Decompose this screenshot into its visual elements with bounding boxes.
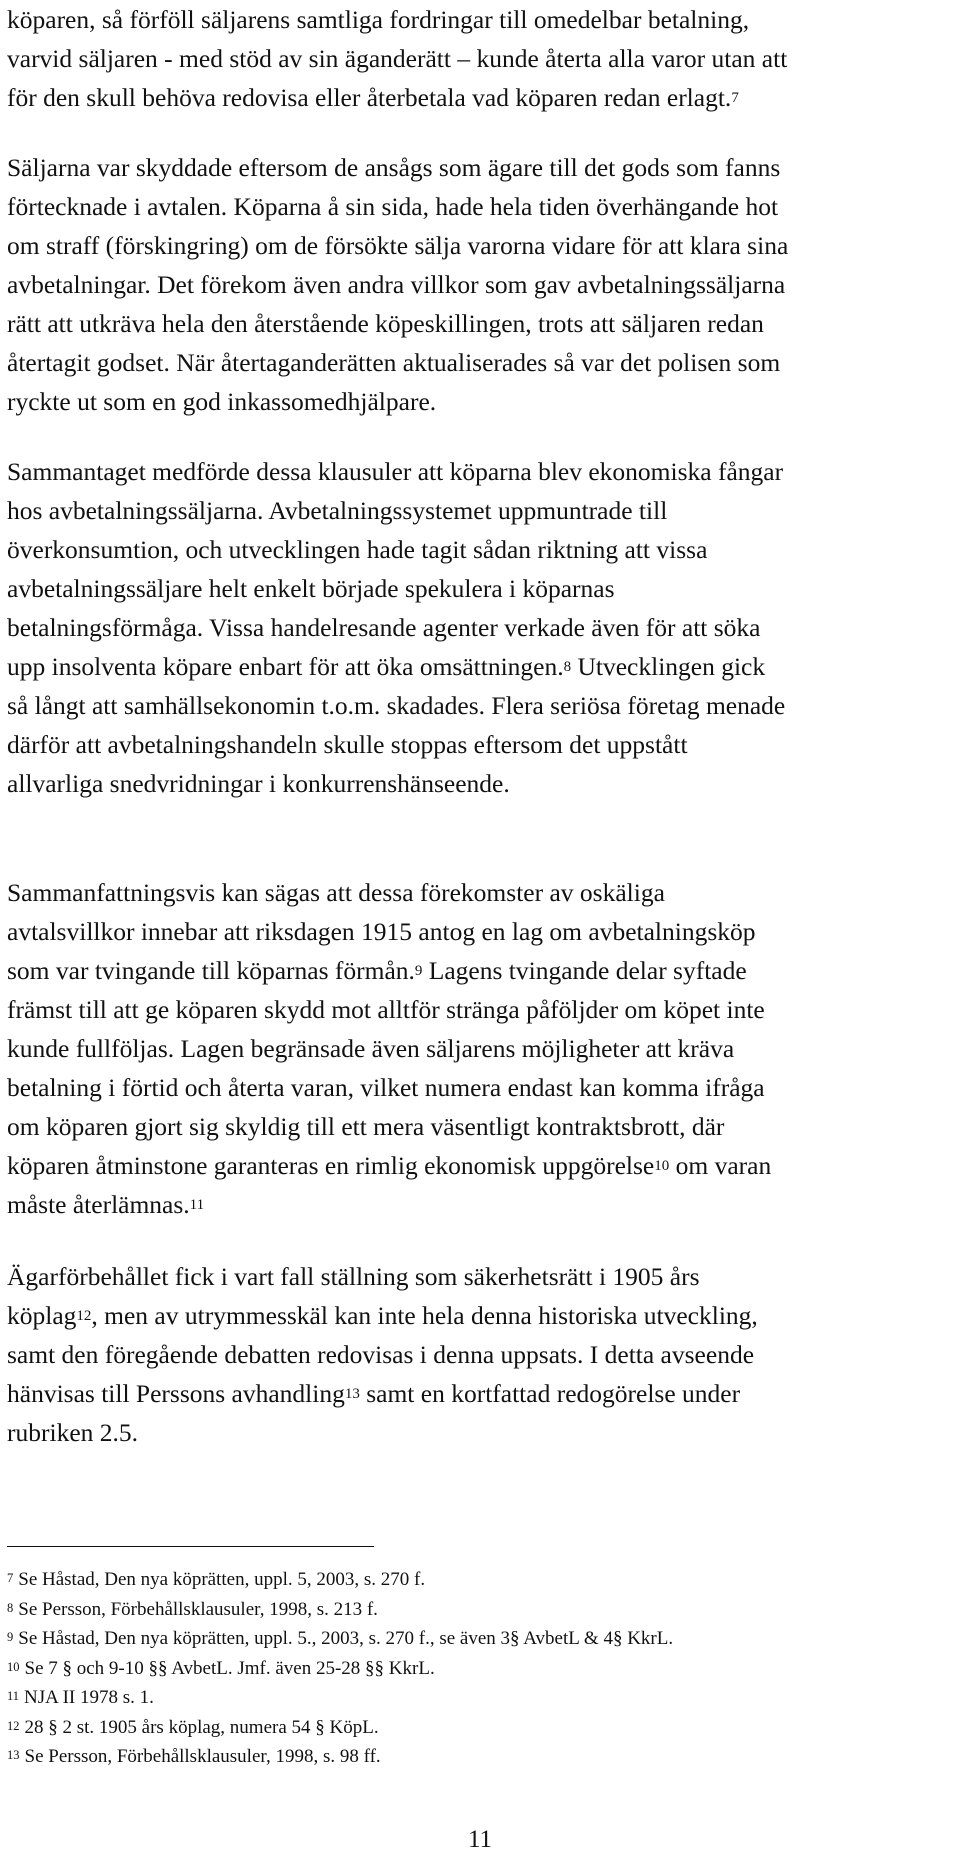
text-segment: Utvecklingen gick <box>571 652 766 681</box>
paragraph-3 <box>7 452 957 803</box>
text-line: därför att avbetalningshandeln skulle stoppas eftersom det uppstått <box>7 730 688 759</box>
text-line: köparen, så förföll säljarens samtliga fordringar till omedelbar betalning, <box>7 5 750 34</box>
paragraph-4 <box>7 873 957 1224</box>
text-line: betalningsförmåga. Vissa handelresande agenter verkade även för att söka <box>7 613 761 642</box>
text-line: överkonsumtion, och utvecklingen hade tagit sådan riktning att vissa <box>7 535 708 564</box>
footnote-separator <box>7 1546 374 1547</box>
text-line: varvid säljaren - med stöd av sin äganderätt – kunde återta alla varor utan att <box>7 44 788 73</box>
footnote-text: Se Persson, Förbehållsklausuler, 1998, s. 98 ff. <box>24 1746 381 1767</box>
text-line: Sammanfattningsvis kan sägas att dessa förekomster av oskäliga <box>7 878 665 907</box>
text-line: så långt att samhällsekonomin t.o.m. skadades. Flera seriösa företag menade <box>7 691 786 720</box>
footnote-text: Se Håstad, Den nya köprätten, uppl. 5, 2003, s. 270 f. <box>18 1569 426 1590</box>
text-line: om straff (förskingring) om de försökte sälja varorna vidare för att klara sina <box>7 231 789 260</box>
text-segment: om varan <box>669 1151 772 1180</box>
footnote-number: 8 <box>7 1600 14 1615</box>
footnote-ref-10[interactable]: 10 <box>654 1158 670 1174</box>
paragraph-1 <box>7 0 957 117</box>
text-line <box>7 1374 957 1413</box>
footnote-ref-8[interactable]: 8 <box>563 659 572 675</box>
text-line: kunde fullföljas. Lagen begränsade även säljarens möjligheter att kräva <box>7 1034 735 1063</box>
page-number: 11 <box>467 1826 493 1853</box>
footnote-ref-11[interactable]: 11 <box>189 1197 205 1213</box>
text-line: allvarliga snedvridningar i konkurrenshänseende. <box>7 769 510 798</box>
footnote-10 <box>7 1654 957 1684</box>
text-line: om köparen gjort sig skyldig till ett mera väsentligt kontraktsbrott, där <box>7 1112 725 1141</box>
footnote-ref-7[interactable]: 7 <box>731 90 739 106</box>
text-line: ryckte ut som en god inkassomedhjälpare. <box>7 387 437 416</box>
paragraph-5 <box>7 1257 957 1452</box>
text-line: rätt att utkräva hela den återstående köpeskillingen, trots att säljaren redan <box>7 309 764 338</box>
footnote-text: NJA II 1978 s. 1. <box>24 1687 154 1708</box>
text-line <box>7 78 957 117</box>
text-line: förtecknade i avtalen. Köparna å sin sida, hade hela tiden överhängande hot <box>7 192 779 221</box>
text-line: avtalsvillkor innebar att riksdagen 1915 antog en lag om avbetalningsköp <box>7 917 756 946</box>
text-line: Ägarförbehållet fick i vart fall ställning som säkerhetsrätt i 1905 års <box>7 1262 700 1291</box>
text-line: rubriken 2.5. <box>7 1418 139 1447</box>
text-segment: köparen åtminstone garanteras en rimlig ekonomisk uppgörelse <box>7 1151 655 1180</box>
text-segment: måste återlämnas. <box>7 1190 190 1219</box>
text-line: hos avbetalningssäljarna. Avbetalningssystemet uppmuntrade till <box>7 496 668 525</box>
text-line: samt den föregående debatten redovisas i denna uppsats. I detta avseende <box>7 1340 755 1369</box>
text-line: Säljarna var skyddade eftersom de ansågs som ägare till det gods som fanns <box>7 153 781 182</box>
text-line <box>7 1185 957 1224</box>
text-line: betalning i förtid och återta varan, vilket numera endast kan komma ifråga <box>7 1073 765 1102</box>
text-line: avbetalningar. Det förekom även andra villkor som gav avbetalningssäljarna <box>7 270 786 299</box>
footnote-number: 10 <box>7 1659 20 1674</box>
footnotes <box>7 1565 957 1772</box>
footnote-8 <box>7 1595 957 1625</box>
text-line: avbetalningssäljare helt enkelt började spekulera i köparnas <box>7 574 615 603</box>
text-line <box>7 951 957 990</box>
footnote-ref-13[interactable]: 13 <box>344 1386 360 1402</box>
footnote-text: Se Håstad, Den nya köprätten, uppl. 5., 2003, s. 270 f., se även 3§ AvbetL & 4§ KkrL. <box>18 1628 674 1649</box>
text-segment: köplag <box>7 1301 77 1330</box>
footnote-ref-9[interactable]: 9 <box>414 963 423 979</box>
footnote-number: 11 <box>7 1689 20 1703</box>
footnote-ref-12[interactable]: 12 <box>76 1308 92 1324</box>
text-line <box>7 1296 957 1335</box>
footnote-11 <box>7 1683 957 1713</box>
text-line: Sammantaget medförde dessa klausuler att köparna blev ekonomiska fångar <box>7 457 784 486</box>
text-segment: hänvisas till Perssons avhandling <box>7 1379 345 1408</box>
text-line: återtagit godset. När återtaganderätten aktualiserades så var det polisen som <box>7 348 781 377</box>
text-line: främst till att ge köparen skydd mot alltför stränga påföljder om köpet inte <box>7 995 765 1024</box>
text-segment: samt en kortfattad redogörelse under <box>359 1379 741 1408</box>
text-segment: , men av utrymmesskäl kan inte hela denna historiska utveckling, <box>91 1301 758 1330</box>
text-segment: som var tvingande till köparnas förmån. <box>7 956 415 985</box>
text-segment: upp insolventa köpare enbart för att öka omsättningen. <box>7 652 564 681</box>
footnote-number: 12 <box>7 1718 20 1733</box>
footnote-12 <box>7 1713 957 1743</box>
footnote-13 <box>7 1742 957 1772</box>
text-line <box>7 647 957 686</box>
text-segment: Lagens tvingande delar syftade <box>422 956 747 985</box>
text-segment: för den skull behöva redovisa eller återbetala vad köparen redan erlagt. <box>7 83 732 112</box>
footnote-7 <box>7 1565 957 1595</box>
footnote-text: Se 7 § och 9-10 §§ AvbetL. Jmf. även 25-28 §§ KkrL. <box>24 1657 435 1679</box>
text-line <box>7 1146 957 1185</box>
footnote-number: 7 <box>7 1571 14 1585</box>
paragraph-2 <box>7 148 957 421</box>
footnote-number: 13 <box>7 1748 20 1762</box>
footnote-number: 9 <box>7 1630 14 1644</box>
footnote-text: Se Persson, Förbehållsklausuler, 1998, s. 213 f. <box>18 1598 378 1620</box>
footnote-9 <box>7 1624 957 1654</box>
footnote-text: 28 § 2 st. 1905 års köplag, numera 54 § KöpL. <box>24 1716 379 1738</box>
